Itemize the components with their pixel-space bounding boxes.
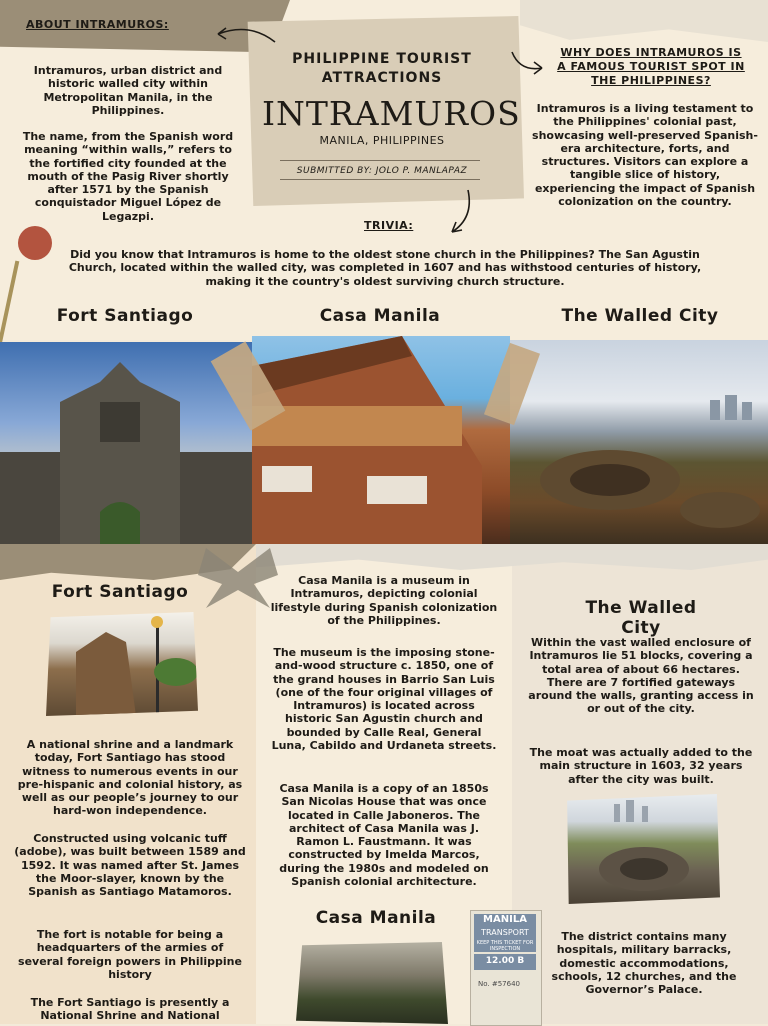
section-heading-casa-manila: Casa Manila bbox=[319, 306, 441, 326]
casa-manila-courtyard-photo bbox=[296, 942, 448, 1024]
section-heading-walled-city: The Walled City bbox=[561, 306, 719, 326]
curved-arrow-icon bbox=[442, 188, 478, 238]
divider bbox=[280, 160, 480, 161]
walled-city-paragraph: The district contains many hospitals, military barracks, domestic accommodations, schools, 12 churches, and the Governor’s Palace. bbox=[551, 930, 737, 997]
ticket-number: No. #57640 bbox=[478, 980, 520, 988]
walled-city-paragraph: Within the vast walled enclosure of Intramuros lie 51 blocks, covering a total area of about 66 hectares. There are 7 fortified gateways around the walls, granting access in or out of the city. bbox=[528, 636, 754, 716]
trivia-heading: TRIVIA: bbox=[364, 219, 414, 232]
fort-santiago-paragraph: A national shrine and a landmark today, Fort Santiago has stood witness to numerous events in our pre-hispanic and colonial history, as well as our people’s journey to our hard-won independence. bbox=[17, 738, 243, 818]
about-paragraph: The name, from the Spanish word meaning “within walls,” refers to the fortified city founded at the mouth of the Pasig River shortly after 1571 by the Spanish conquistador Miguel López de Legazpi. bbox=[22, 130, 234, 223]
walled-city-ruins-photo bbox=[564, 794, 720, 904]
curved-arrow-icon bbox=[510, 48, 550, 78]
poster-subtitle: MANILA, PHILIPPINES bbox=[319, 134, 445, 147]
fort-santiago-paragraph: The fort is notable for being a headquarters of the armies of several foreign powers in Philippine history bbox=[18, 928, 242, 981]
why-heading: WHY DOES INTRAMUROS IS A FAMOUS TOURIST SPOT IN THE PHILIPPINES? bbox=[557, 46, 745, 87]
casa-manila-photo bbox=[252, 336, 510, 544]
curved-arrow-icon bbox=[210, 20, 280, 50]
fort-santiago-heading: Fort Santiago bbox=[51, 582, 189, 602]
poster-kicker: PHILIPPINE TOURIST ATTRACTIONS bbox=[292, 51, 472, 86]
walled-city-heading: The Walled City bbox=[585, 598, 697, 638]
about-paragraph: Intramuros, urban district and historic walled city within Metropolitan Manila, in the Philippines. bbox=[33, 64, 223, 117]
casa-manila-paragraph: The museum is the imposing stone-and-wood structure c. 1850, one of the grand houses in Barrio San Luis (one of the four original villages of Intramuros) is located across historic San Agustin church and bounded by Calle Real, General Luna, Cabildo and Urdaneta streets. bbox=[271, 646, 497, 753]
ticket-note: KEEP THIS TICKET FOR INSPECTION bbox=[476, 940, 534, 952]
flower-icon bbox=[18, 226, 52, 260]
casa-manila-paragraph: Casa Manila is a copy of an 1850s San Nicolas House that was once located in Calle Jaboneros. The architect of Casa Manila was J. Ramon L. Faustmann. It was constructed by Imelda Marcos, during the 1980s and modeled on Spanish colonial architecture. bbox=[279, 782, 489, 889]
walled-city-paragraph: The moat was actually added to the main structure in 1603, 32 years after the city was built. bbox=[529, 746, 753, 786]
ticket-title: MANILA bbox=[483, 914, 527, 925]
casa-manila-paragraph: Casa Manila is a museum in Intramuros, depicting colonial lifestyle during Spanish colonization of the Philippines. bbox=[270, 574, 498, 627]
why-paragraph: Intramuros is a living testament to the Philippines' colonial past, showcasing well-preserved Spanish-era architecture, forts, and structures. Visitors can explore a tangible slice of history, experiencing the impact of Spanish colonization on the country. bbox=[532, 102, 758, 209]
divider bbox=[280, 179, 480, 180]
fort-santiago-paragraph: The Fort Santiago is presently a National Shrine and National bbox=[30, 996, 230, 1023]
walled-city-photo bbox=[510, 340, 768, 544]
submitted-by: SUBMITTED BY: JOLO P. MANLAPAZ bbox=[296, 166, 468, 176]
trivia-paragraph: Did you know that Intramuros is home to the oldest stone church in the Philippines? The San Agustin Church, located within the walled city, was completed in 1607 and has withstood centuries of history, making it the country's oldest surviving church structure. bbox=[68, 248, 702, 288]
casa-manila-heading: Casa Manila bbox=[315, 908, 437, 928]
section-heading-fort-santiago: Fort Santiago bbox=[56, 306, 194, 326]
about-heading: ABOUT INTRAMUROS: bbox=[26, 18, 169, 31]
fort-santiago-photo bbox=[0, 342, 252, 544]
fort-santiago-paragraph: Constructed using volcanic tuff (adobe), was built between 1589 and 1592. It was named after St. James the Moor-slayer, known by the Spanish as Santiago Matamoros. bbox=[14, 832, 246, 899]
poster-title: INTRAMUROS bbox=[262, 94, 521, 133]
ticket-price: 12.00 B bbox=[485, 956, 525, 966]
fort-santiago-gate-photo bbox=[46, 612, 198, 716]
ticket-subtitle: TRANSPORT bbox=[481, 928, 529, 937]
